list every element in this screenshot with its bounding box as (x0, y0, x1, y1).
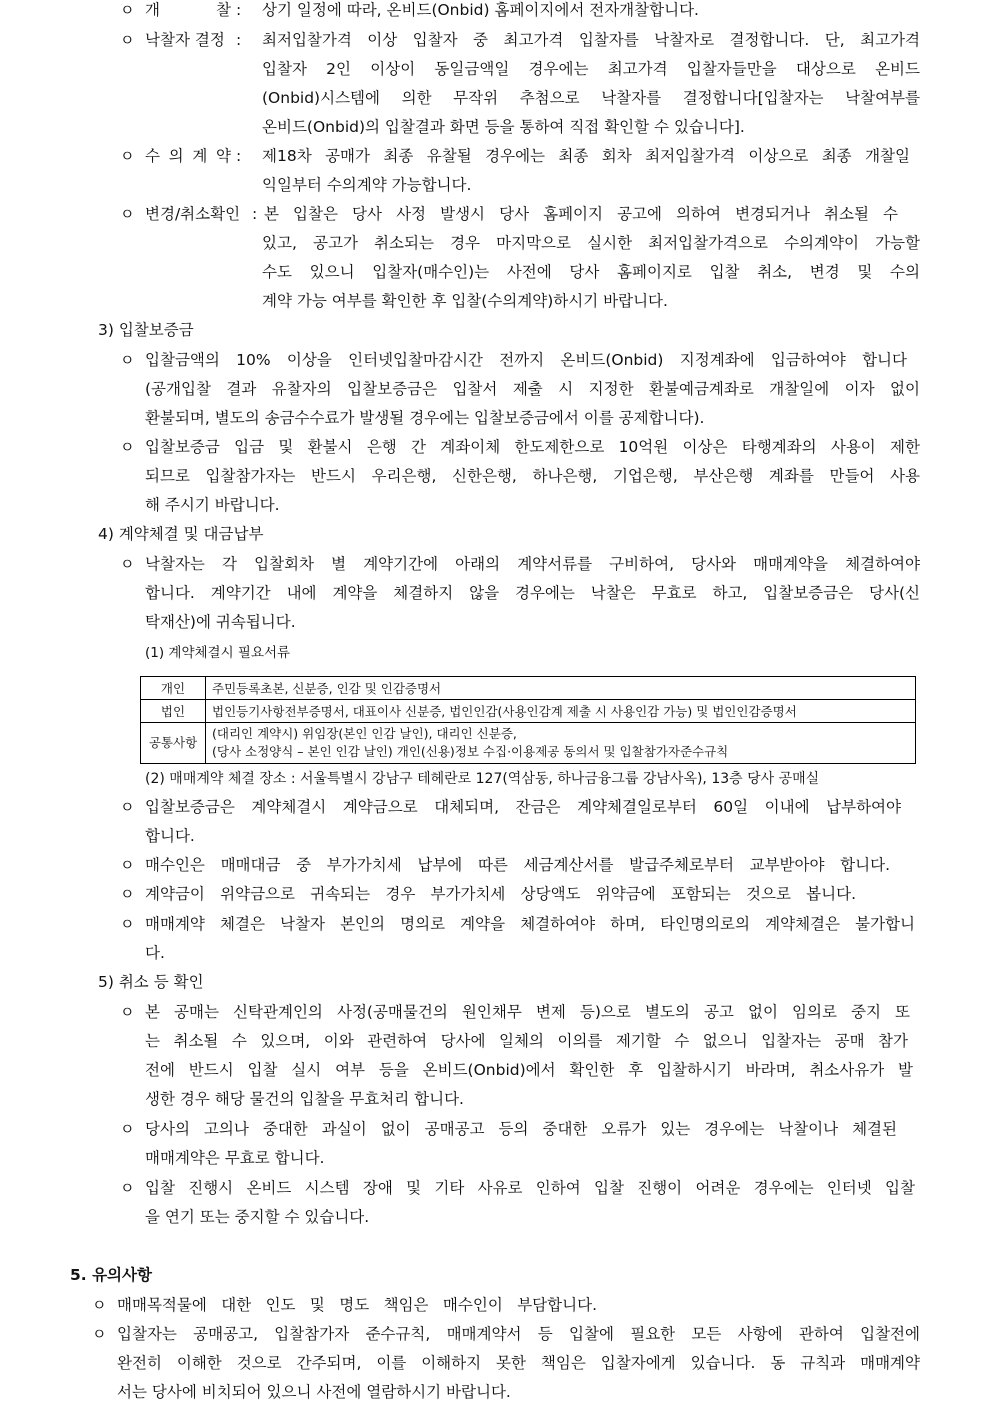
winner-label: 낙찰자 결정 (145, 31, 225, 49)
contract-p1-line: 낙찰자는 각 입찰회차 별 계약기간에 아래의 계약서류를 구비하여, 당사와 매매계약을 체결하여야 (145, 555, 920, 573)
cancel-p1-line: 생한 경우 해당 물건의 입찰을 무효처리 합니다. (145, 1090, 464, 1108)
private-contract-line: 제18차 공매가 최종 유찰될 경우에는 최종 회차 최저입찰가격 이상으로 최종 개찰일 (262, 147, 910, 165)
notes-p2-line: 서는 당사에 비치되어 있으니 사전에 열람하시기 바랍니다. (117, 1383, 511, 1401)
winner-line: 입찰자 2인 이상이 동일금액일 경우에는 최고가격 입찰자들만을 대상으로 온비드 (262, 60, 920, 78)
cancel-p3-line: 을 연기 또는 중지할 수 있습니다. (145, 1208, 370, 1226)
cancel-p1-line: 전에 반드시 입찰 실시 여부 등을 온비드(Onbid)에서 확인한 후 입찰하시기 바라며, 취소사유가 발 (145, 1061, 913, 1079)
contract-p1-line: 탁재산)에 귀속됩니다. (145, 613, 296, 631)
bullet-icon: ㅇ (120, 555, 135, 573)
bullet-icon: ㅇ (120, 885, 135, 903)
private-contract-line: 익일부터 수의계약 가능합니다. (262, 176, 472, 194)
bullet-icon: ㅇ (120, 856, 135, 874)
bullet-icon: ㅇ (120, 1179, 135, 1197)
colon: : (236, 31, 242, 49)
contract-p2-line: 합니다. (145, 827, 195, 845)
notes-p2-line: 완전히 이해한 것으로 간주되며, 이를 이해하지 못한 책임은 입찰자에게 있습니다. 동 규칙과 매매계약 (117, 1354, 920, 1372)
table-row (141, 700, 916, 723)
bullet-icon: ㅇ (120, 31, 135, 49)
change-line: 본 입찰은 당사 사정 발생시 당사 홈페이지 공고에 의하여 변경되거나 취소될 수 (264, 205, 898, 223)
cancel-p2-line: 매매계약은 무효로 합니다. (145, 1149, 325, 1167)
contract-p5-line: 다. (145, 944, 165, 962)
change-line: 수도 있으니 입찰자(매수인)는 사전에 당사 홈페이지로 입찰 취소, 변경 및 수의 (262, 263, 920, 281)
contract-heading: 4) 계약체결 및 대금납부 (98, 525, 264, 543)
private-contract-label: 수 의 계 약 (145, 147, 231, 165)
deposit-p1-line: 입찰금액의 10% 이상을 인터넷입찰마감시간 전까지 온비드(Onbid) 지정계좌에 입금하여야 합니다 (145, 351, 907, 369)
bullet-icon: ㅇ (120, 438, 135, 456)
notes-heading: 5. 유의사항 (70, 1266, 152, 1284)
table-value-line: (대리인 계약시) 위임장(본인 인감 날인), 대리인 신분증, (212, 726, 517, 741)
colon: : (236, 1, 242, 19)
table-value-cell (206, 723, 916, 764)
table-key-cell: 법인 (141, 700, 206, 723)
table-row (141, 723, 916, 764)
table-key-cell: 공통사항 (141, 723, 206, 764)
bullet-icon: ㅇ (120, 915, 135, 933)
contract-p4: 계약금이 위약금으로 귀속되는 경우 부가가치세 상당액도 위약금에 포함되는 것으로 봅니다. (145, 885, 856, 903)
table-key-cell: 개인 (141, 677, 206, 700)
table-value-cell: 법인등기사항전부증명서, 대표이사 신분증, 법인인감(사용인감계 제출 시 사용인감 가능) 및 법인인감증명서 (206, 700, 916, 723)
contract-p1-line: 합니다. 계약기간 내에 계약을 체결하지 않을 경우에는 낙찰은 무효로 하고, 입찰보증금은 당사(신 (145, 584, 920, 602)
deposit-heading: 3) 입찰보증금 (98, 321, 194, 339)
docs-heading: (1) 계약체결시 필요서류 (145, 645, 291, 661)
bullet-icon: ㅇ (120, 798, 135, 816)
table-row (141, 677, 916, 700)
notes-p1: 매매목적물에 대한 인도 및 명도 책임은 매수인이 부담합니다. (117, 1296, 597, 1314)
bullet-icon: ㅇ (120, 1120, 135, 1138)
cancel-p1-line: 는 취소될 수 있으며, 이와 관련하여 당사에 일체의 이의를 제기할 수 없으니 입찰자는 공매 참가 (145, 1032, 908, 1050)
contract-p3: 매수인은 매매대금 중 부가가치세 납부에 따른 세금계산서를 발급주체로부터 교부받아야 합니다. (145, 856, 890, 874)
cancel-heading: 5) 취소 등 확인 (98, 973, 204, 991)
deposit-p2-line: 입찰보증금 입금 및 환불시 은행 간 계좌이체 한도제한으로 10억원 이상은 타행계좌의 사용이 제한 (145, 438, 920, 456)
table-value-cell: 주민등록초본, 신분증, 인감 및 인감증명서 (206, 677, 916, 700)
change-label: 변경/취소확인 (145, 205, 241, 223)
contract-p5-line: 매매계약 체결은 낙찰자 본인의 명의로 계약을 체결하여야 하며, 타인명의로의 계약체결은 불가합니 (145, 915, 915, 933)
winner-line: 온비드(Onbid)의 입찰결과 화면 등을 통하여 직접 확인할 수 있습니다]. (262, 118, 745, 136)
cancel-p1-line: 본 공매는 신탁관계인의 사정(공매물건의 원인채무 변제 등)으로 별도의 공고 없이 임의로 중지 또 (145, 1003, 910, 1021)
bullet-icon: ㅇ (120, 1, 135, 19)
bullet-icon: ㅇ (120, 351, 135, 369)
bullet-icon: ㅇ (120, 1003, 135, 1021)
required-documents-table (140, 676, 916, 764)
colon: : (252, 205, 258, 223)
change-line: 있고, 공고가 취소되는 경우 마지막으로 실시한 최저입찰가격으로 수의계약이 가능할 (262, 234, 920, 252)
winner-line: 최저입찰가격 이상 입찰자 중 최고가격 입찰자를 낙찰자로 결정합니다. 단, 최고가격 (262, 31, 920, 49)
bullet-icon: ㅇ (120, 147, 135, 165)
bullet-icon: ㅇ (92, 1296, 107, 1314)
deposit-p1-line: (공개입찰 결과 유찰자의 입찰보증금은 입찰서 제출 시 지정한 환불예금계좌로 개찰일에 이자 없이 (145, 380, 920, 398)
contract-place: (2) 매매계약 체결 장소 : 서울특별시 강남구 테헤란로 127(역삼동, 하나금융그룹 강남사옥), 13층 당사 공매실 (145, 771, 820, 787)
deposit-p1-line: 환불되며, 별도의 송금수수료가 발생될 경우에는 입찰보증금에서 이를 공제합니다). (145, 409, 705, 427)
opening-label: 개 찰 (145, 1, 231, 19)
deposit-p2-line: 해 주시기 바랍니다. (145, 496, 280, 514)
cancel-p3-line: 입찰 진행시 온비드 시스템 장애 및 기타 사유로 인하여 입찰 진행이 어려운 경우에는 인터넷 입찰 (145, 1179, 915, 1197)
change-line: 계약 가능 여부를 확인한 후 입찰(수의계약)하시기 바랍니다. (262, 292, 668, 310)
contract-p2-line: 입찰보증금은 계약체결시 계약금으로 대체되며, 잔금은 계약체결일로부터 60일 이내에 납부하여야 (145, 798, 901, 816)
notes-p2-line: 입찰자는 공매공고, 입찰참가자 준수규칙, 매매계약서 등 입찰에 필요한 모든 사항에 관하여 입찰전에 (117, 1325, 920, 1343)
colon: : (236, 147, 242, 165)
opening-text: 상기 일정에 따라, 온비드(Onbid) 홈페이지에서 전자개찰합니다. (262, 1, 699, 19)
cancel-p2-line: 당사의 고의나 중대한 과실이 없이 공매공고 등의 중대한 오류가 있는 경우에는 낙찰이나 체결된 (145, 1120, 897, 1138)
table-value-line: (당사 소정양식 – 본인 인감 날인) 개인(신용)정보 수집·이용제공 동의서 및 입찰참가자준수규칙 (212, 744, 729, 759)
bullet-icon: ㅇ (92, 1325, 107, 1343)
winner-line: (Onbid)시스템에 의한 무작위 추첨으로 낙찰자를 결정합니다[입찰자는 낙찰여부를 (262, 89, 920, 107)
bullet-icon: ㅇ (120, 205, 135, 223)
deposit-p2-line: 되므로 입찰참가자는 반드시 우리은행, 신한은행, 하나은행, 기업은행, 부산은행 계좌를 만들어 사용 (145, 467, 920, 485)
